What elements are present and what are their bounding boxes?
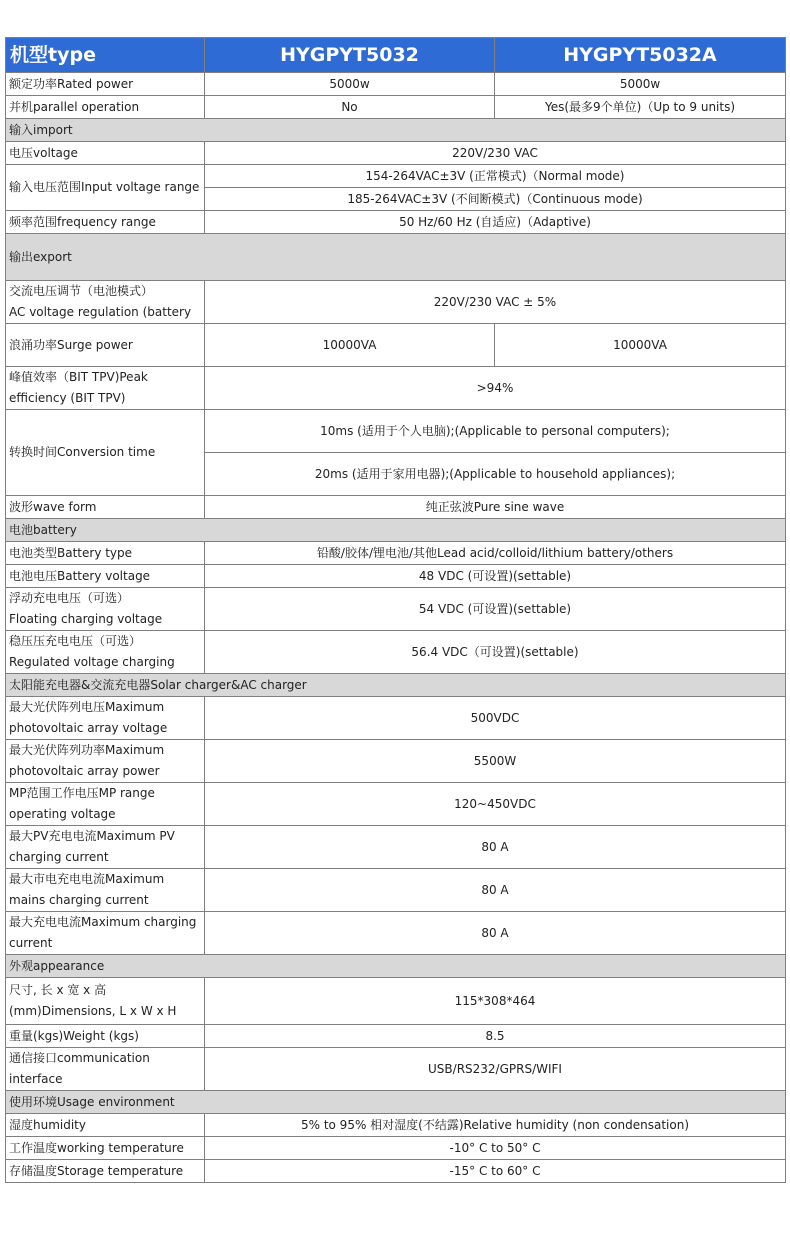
mains-current-label-line-1: 最大市电充电电流Maximum bbox=[9, 872, 165, 886]
battery-type-value: 铅酸/胶体/锂电池/其他Lead acid/colloid/lithium battery/others bbox=[205, 542, 786, 565]
header-label: 机型type bbox=[6, 38, 205, 73]
parallel-a: No bbox=[205, 96, 495, 119]
mp-range-value: 120~450VDC bbox=[205, 783, 786, 826]
table-row bbox=[6, 1114, 786, 1137]
storage-temp-label: 存储温度Storage temperature bbox=[6, 1160, 205, 1183]
frequency-label: 频率范围frequency range bbox=[6, 211, 205, 234]
section-row bbox=[6, 519, 786, 542]
pv-current-label-line-1: 最大PV充电电流Maximum PV bbox=[9, 829, 175, 843]
comm-value: USB/RS232/GPRS/WIFI bbox=[205, 1048, 786, 1091]
pv-voltage-label bbox=[6, 697, 205, 740]
parallel-b: Yes(最多9个单位)（Up to 9 units) bbox=[495, 96, 786, 119]
ac-regulation-label-line-1: 交流电压调节（电池模式） bbox=[9, 284, 154, 298]
mp-range-label-line-2: operating voltage bbox=[9, 807, 116, 821]
max-current-label-line-1: 最大充电电流Maximum charging bbox=[9, 915, 197, 929]
input-range-label: 输入电压范围Input voltage range bbox=[6, 165, 205, 211]
appearance-section: 外观appearance bbox=[6, 955, 786, 978]
voltage-value: 220V/230 VAC bbox=[205, 142, 786, 165]
input-range-continuous: 185-264VAC±3V (不间断模式)（Continuous mode) bbox=[205, 188, 786, 211]
table-row bbox=[6, 142, 786, 165]
surge-a: 10000VA bbox=[205, 324, 495, 367]
ac-regulation-label bbox=[6, 281, 205, 324]
section-row bbox=[6, 119, 786, 142]
table-row bbox=[6, 1048, 786, 1091]
table-row bbox=[6, 1137, 786, 1160]
floating-label bbox=[6, 588, 205, 631]
table-row bbox=[6, 324, 786, 367]
dimensions-label-line-1: 尺寸, 长 x 宽 x 高 bbox=[9, 983, 107, 997]
battery-voltage-label: 电池电压Battery voltage bbox=[6, 565, 205, 588]
table-row bbox=[6, 631, 786, 674]
conversion-label: 转换时间Conversion time bbox=[6, 410, 205, 496]
dimensions-label bbox=[6, 978, 205, 1025]
battery-section: 电池battery bbox=[6, 519, 786, 542]
table-row bbox=[6, 783, 786, 826]
pv-power-label-line-2: photovoltaic array power bbox=[9, 764, 160, 778]
pv-current-label-line-2: charging current bbox=[9, 850, 109, 864]
weight-label: 重量(kgs)Weight (kgs) bbox=[6, 1025, 205, 1048]
mains-current-value: 80 A bbox=[205, 869, 786, 912]
regulated-label-line-1: 稳压压充电电压（可选） bbox=[9, 634, 142, 648]
mains-current-label bbox=[6, 869, 205, 912]
table-row bbox=[6, 281, 786, 324]
table-row bbox=[6, 73, 786, 96]
pv-power-label bbox=[6, 740, 205, 783]
table-row bbox=[6, 211, 786, 234]
table-row bbox=[6, 697, 786, 740]
mp-range-label bbox=[6, 783, 205, 826]
comm-label bbox=[6, 1048, 205, 1091]
floating-value: 54 VDC (可设置)(settable) bbox=[205, 588, 786, 631]
table-row bbox=[6, 826, 786, 869]
pv-voltage-value: 500VDC bbox=[205, 697, 786, 740]
pv-voltage-label-line-1: 最大光伏阵列电压Maximum bbox=[9, 700, 165, 714]
rated-power-b: 5000w bbox=[495, 73, 786, 96]
table-row bbox=[6, 1160, 786, 1183]
voltage-label: 电压voltage bbox=[6, 142, 205, 165]
table-row bbox=[6, 912, 786, 955]
table-row bbox=[6, 496, 786, 519]
header-row bbox=[6, 38, 786, 73]
ac-regulation-label-line-2: AC voltage regulation (battery bbox=[9, 305, 192, 319]
max-current-label-line-2: current bbox=[9, 936, 53, 950]
peak-eff-label-line-2: efficiency (BIT TPV) bbox=[9, 391, 126, 405]
input-range-normal: 154-264VAC±3V (正常模式)（Normal mode) bbox=[205, 165, 786, 188]
table-row bbox=[6, 96, 786, 119]
storage-temp-value: -15° C to 60° C bbox=[205, 1160, 786, 1183]
ac-regulation-value: 220V/230 VAC ± 5% bbox=[205, 281, 786, 324]
working-temp-label: 工作温度working temperature bbox=[6, 1137, 205, 1160]
regulated-label-line-2: Regulated voltage charging bbox=[9, 655, 175, 669]
regulated-value: 56.4 VDC（可设置)(settable) bbox=[205, 631, 786, 674]
table-row bbox=[6, 565, 786, 588]
charger-section: 太阳能充电器&交流充电器Solar charger&AC charger bbox=[6, 674, 786, 697]
model-b-header: HYGPYT5032A bbox=[495, 38, 786, 73]
table-row bbox=[6, 1025, 786, 1048]
conversion-pc: 10ms (适用于个人电脑);(Applicable to personal computers); bbox=[205, 410, 786, 453]
surge-label: 浪涌功率Surge power bbox=[6, 324, 205, 367]
table-row bbox=[6, 542, 786, 565]
mains-current-label-line-2: mains charging current bbox=[9, 893, 149, 907]
table-row bbox=[6, 588, 786, 631]
parallel-label: 并机parallel operation bbox=[6, 96, 205, 119]
pv-current-value: 80 A bbox=[205, 826, 786, 869]
max-current-label bbox=[6, 912, 205, 955]
floating-label-line-2: Floating charging voltage bbox=[9, 612, 163, 626]
humidity-label: 湿度humidity bbox=[6, 1114, 205, 1137]
weight-value: 8.5 bbox=[205, 1025, 786, 1048]
peak-eff-value: >94% bbox=[205, 367, 786, 410]
regulated-label bbox=[6, 631, 205, 674]
rated-power-a: 5000w bbox=[205, 73, 495, 96]
pv-voltage-label-line-2: photovoltaic array voltage bbox=[9, 721, 168, 735]
surge-b: 10000VA bbox=[495, 324, 786, 367]
waveform-label: 波形wave form bbox=[6, 496, 205, 519]
pv-power-value: 5500W bbox=[205, 740, 786, 783]
battery-voltage-value: 48 VDC (可设置)(settable) bbox=[205, 565, 786, 588]
section-row bbox=[6, 955, 786, 978]
table-row bbox=[6, 367, 786, 410]
working-temp-value: -10° C to 50° C bbox=[205, 1137, 786, 1160]
dimensions-label-line-2: (mm)Dimensions, L x W x H bbox=[9, 1004, 177, 1018]
import-section: 输入import bbox=[6, 119, 786, 142]
pv-power-label-line-1: 最大光伏阵列功率Maximum bbox=[9, 743, 165, 757]
spec-table bbox=[5, 37, 786, 1183]
conversion-home: 20ms (适用于家用电器);(Applicable to household appliances); bbox=[205, 453, 786, 496]
usage-section: 使用环境Usage environment bbox=[6, 1091, 786, 1114]
section-row bbox=[6, 1091, 786, 1114]
table-row bbox=[6, 978, 786, 1025]
peak-eff-label bbox=[6, 367, 205, 410]
waveform-value: 纯正弦波Pure sine wave bbox=[205, 496, 786, 519]
table-row bbox=[6, 165, 786, 188]
floating-label-line-1: 浮动充电电压（可选） bbox=[9, 591, 130, 605]
dimensions-value: 115*308*464 bbox=[205, 978, 786, 1025]
comm-label-line-1: 通信接口communication bbox=[9, 1051, 150, 1065]
rated-power-label: 额定功率Rated power bbox=[6, 73, 205, 96]
table-row bbox=[6, 410, 786, 453]
humidity-value: 5% to 95% 相对湿度(不结露)Relative humidity (non condensation) bbox=[205, 1114, 786, 1137]
pv-current-label bbox=[6, 826, 205, 869]
frequency-value: 50 Hz/60 Hz (自适应)（Adaptive) bbox=[205, 211, 786, 234]
table-row bbox=[6, 869, 786, 912]
table-row bbox=[6, 740, 786, 783]
max-current-value: 80 A bbox=[205, 912, 786, 955]
peak-eff-label-line-1: 峰值效率（BIT TPV)Peak bbox=[9, 370, 148, 384]
model-a-header: HYGPYT5032 bbox=[205, 38, 495, 73]
export-section: 输出export bbox=[6, 234, 786, 281]
section-row bbox=[6, 234, 786, 281]
battery-type-label: 电池类型Battery type bbox=[6, 542, 205, 565]
mp-range-label-line-1: MP范围工作电压MP range bbox=[9, 786, 155, 800]
comm-label-line-2: interface bbox=[9, 1072, 63, 1086]
section-row bbox=[6, 674, 786, 697]
